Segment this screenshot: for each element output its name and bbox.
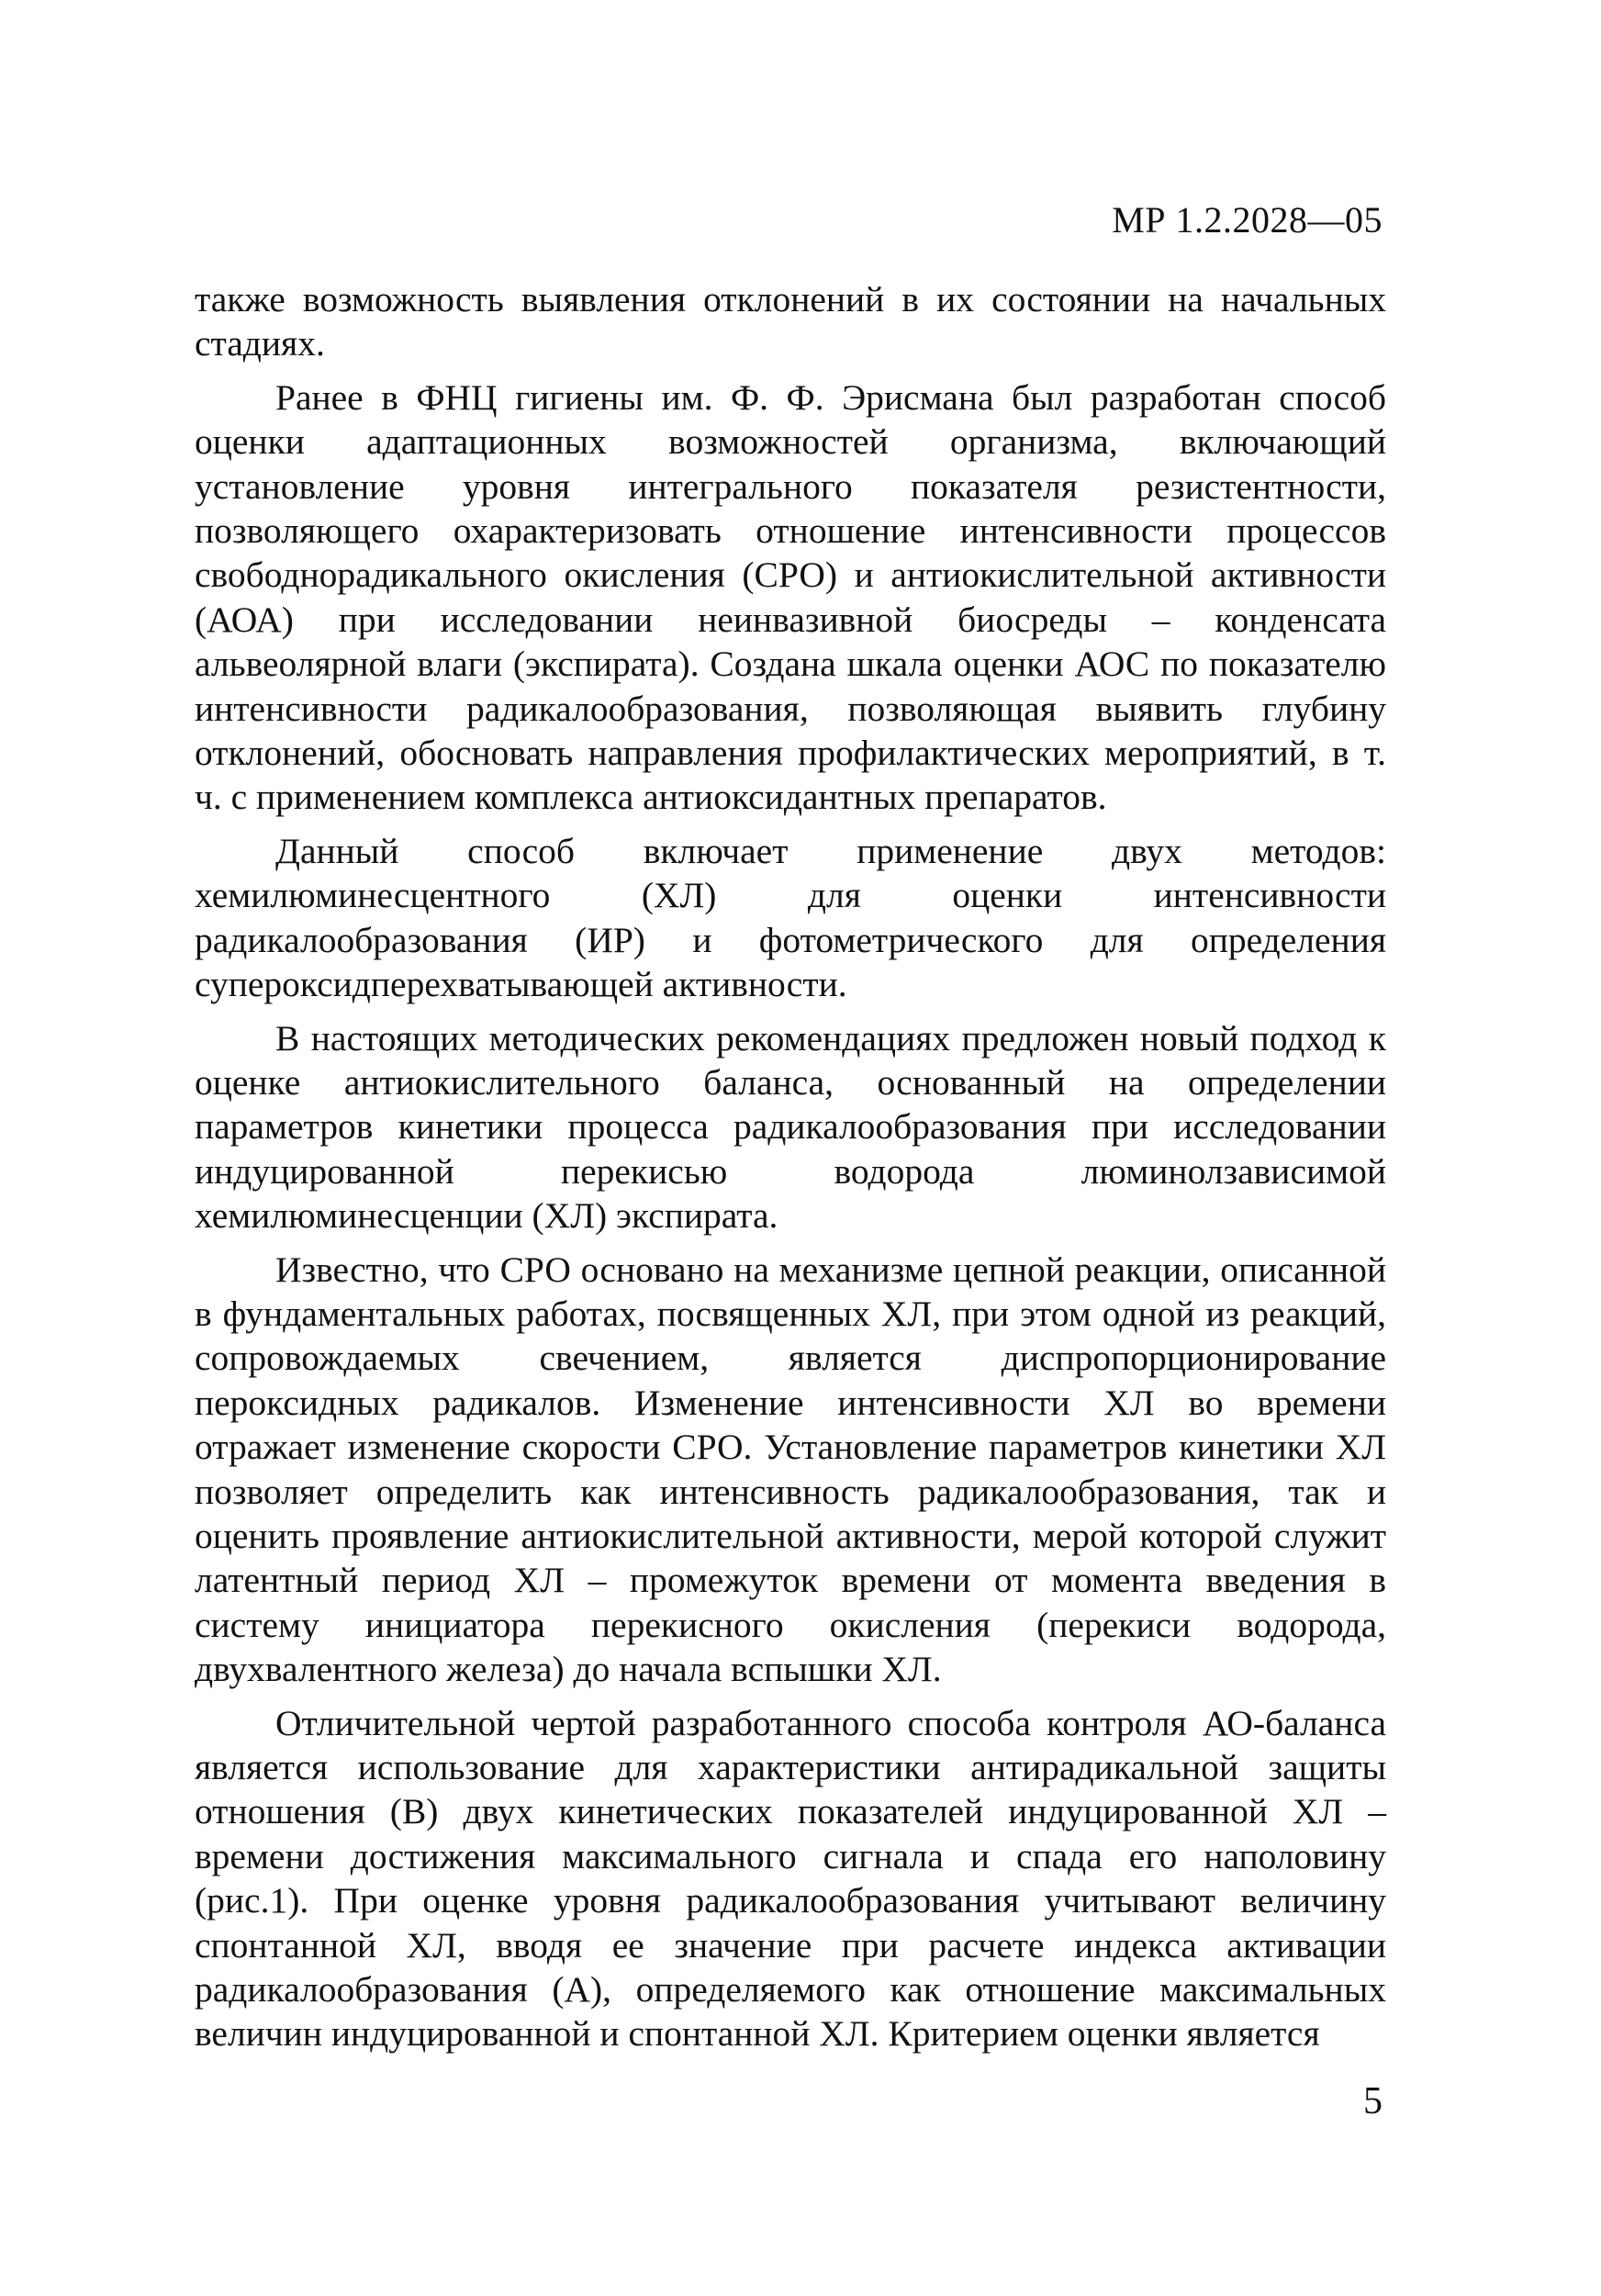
paragraph-chemiluminescence-kinetics: Известно, что СРО основано на механизме цепной реакции, описанной в фундаментальных работах, посвященных ХЛ, при этом одной из реакций, сопровождаемых свечением, является диспропорционирование пероксидных радикалов. Изменение интенсивности ХЛ во времени отражает изменение скорости СРО. Установление параметров кинетики ХЛ позволяет определить как интенсивность радикалообразования, так и оценить проявление антиокислительной активности, мерой которой служит латентный период ХЛ – промежуток времени от момента введения в систему инициатора перекисного окисления (перекиси водорода, двухвалентного железа) до начала вспышки ХЛ. — [195, 1249, 1386, 1690]
paragraph-new-approach: В настоящих методических рекомендациях предложен новый подход к оценке антиокислительного баланса, основанный на определении параметров кинетики процесса радикалообразования при исследовании индуцированной перекисью водорода люминолзависимой хемилюминесценции (ХЛ) экспирата. — [195, 1017, 1386, 1237]
paragraph-distinctive-feature: Отличительной чертой разработанного способа контроля АО-баланса является использование для характеристики антирадикальной защиты отношения (В) двух кинетических показателей индуцированной ХЛ – времени достижения максимального сигнала и спада его наполовину (рис.1). При оценке уровня радикалообразования учитывают величину спонтанной ХЛ, вводя ее значение при расчете индекса активации радикалообразования (А), определяемого как отношение максимальных величин индуцированной и спонтанной ХЛ. Критерием оценки является — [195, 1702, 1386, 2055]
document-body — [195, 277, 1386, 2056]
paragraph-continuation: также возможность выявления отклонений в их состоянии на начальных стадиях. — [195, 279, 1386, 364]
document-code-header: МР 1.2.2028—05 — [1112, 199, 1383, 241]
page-number: 5 — [1363, 2080, 1383, 2122]
paragraph-previous-method: Ранее в ФНЦ гигиены им. Ф. Ф. Эрисмана был разработан способ оценки адаптационных возможностей организма, включающий установление уровня интегрального показателя резистентности, позволяющего охарактеризовать отношение интенсивности процессов свободнорадикального окисления (СРО) и антиокислительной активности (АОА) при исследовании неинвазивной биосреды – конденсата альвеолярной влаги (экспирата). Создана шкала оценки АОС по показателю интенсивности радикалообразования, позволяющая выявить глубину отклонений, обосновать направления профилактических мероприятий, в т. ч. с применением комплекса антиоксидантных препаратов. — [195, 376, 1386, 818]
paragraph-method-description: Данный способ включает применение двух методов: хемилюминесцентного (ХЛ) для оценки интенсивности радикалообразования (ИР) и фотометрического для определения супероксидперехватывающей активности. — [195, 830, 1386, 1005]
